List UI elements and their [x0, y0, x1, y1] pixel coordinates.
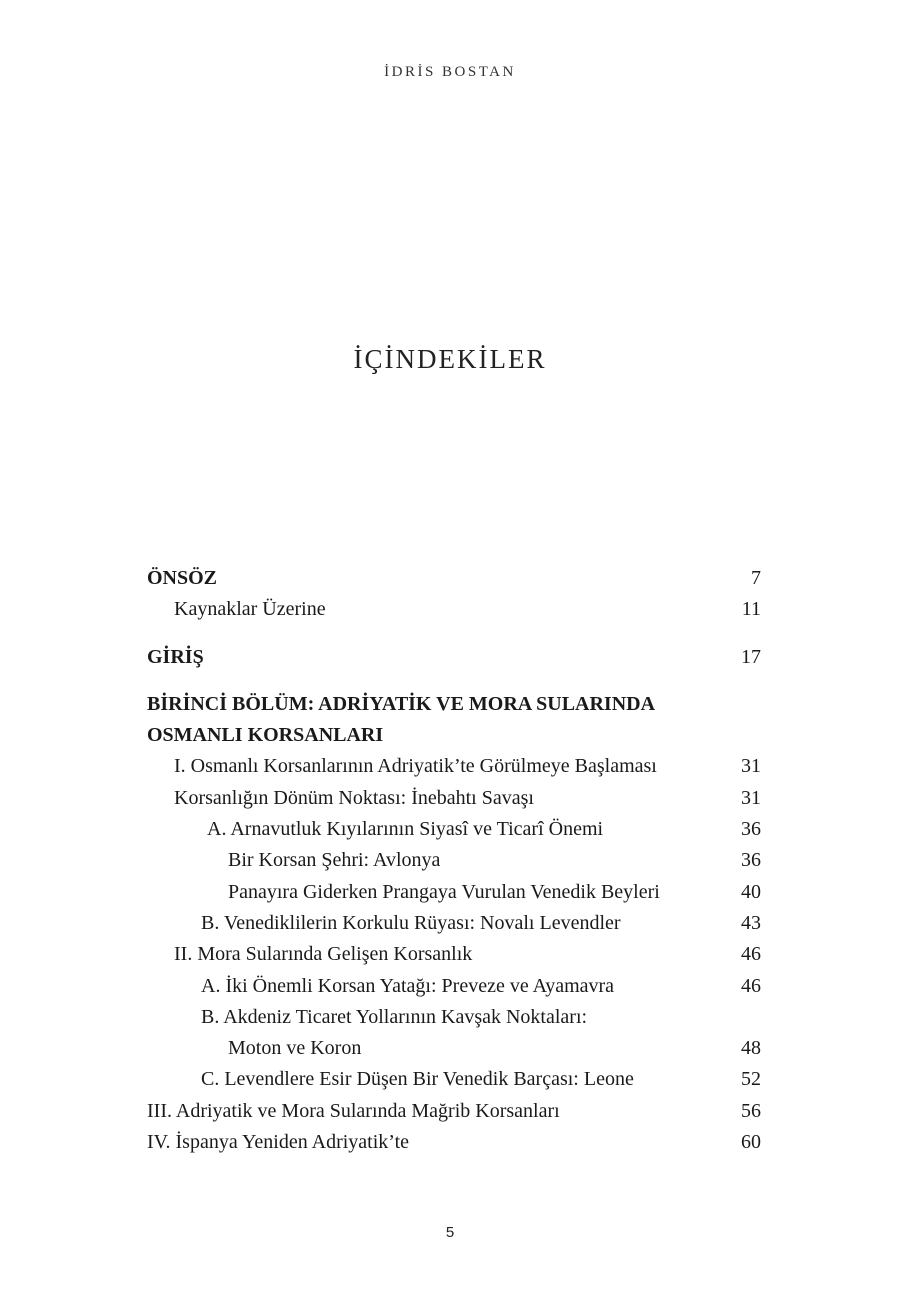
toc-entry-page: 60 [741, 1131, 761, 1154]
toc-entry-label: B. Akdeniz Ticaret Yollarının Kavşak Noktaları: [201, 1005, 588, 1028]
toc-entry [147, 594, 761, 625]
toc-entry-page: 46 [741, 943, 761, 966]
toc-entry [147, 908, 761, 939]
toc-entry-label: C. Levendlere Esir Düşen Bir Venedik Barçası: Leone [201, 1068, 634, 1091]
toc-entry-page: 52 [741, 1068, 761, 1091]
toc-entry-label: OSMANLI KORSANLARI [147, 724, 384, 747]
toc-entry-label: BİRİNCİ BÖLÜM: ADRİYATİK VE MORA SULARINDA [147, 692, 656, 715]
toc-entry-page: 36 [741, 849, 761, 872]
toc-entry [147, 845, 761, 876]
toc-entry-page: 40 [741, 880, 761, 903]
running-head: İDRİS BOSTAN [384, 64, 516, 80]
toc-entry [147, 783, 761, 814]
toc-entry-page: 43 [741, 911, 761, 934]
toc-entry-label: II. Mora Sularında Gelişen Korsanlık [174, 943, 473, 966]
toc-entry-label: Bir Korsan Şehri: Avlonya [228, 849, 441, 872]
toc-entry-label: ÖNSÖZ [147, 567, 218, 589]
toc-entry-label: Moton ve Koron [228, 1037, 362, 1060]
toc-entry [147, 971, 761, 1002]
toc-entry-label: III. Adriyatik ve Mora Sularında Mağrib Korsanları [147, 1099, 560, 1122]
table-of-contents [147, 563, 761, 1158]
toc-entry-label: I. Osmanlı Korsanlarının Adriyatik’te Görülmeye Başlaması [174, 755, 657, 778]
toc-entry [147, 939, 761, 970]
toc-entry-page: 31 [741, 755, 761, 778]
toc-entry [147, 1096, 761, 1127]
toc-entry-label: A. İki Önemli Korsan Yatağı: Preveze ve Ayamavra [201, 974, 615, 997]
toc-entry-label: IV. İspanya Yeniden Adriyatik’te [147, 1131, 410, 1154]
toc-entry [147, 814, 761, 845]
toc-entry-label: Korsanlığın Dönüm Noktası: İnebahtı Savaşı [174, 786, 534, 809]
toc-entry-page: 7 [751, 567, 761, 589]
toc-entry-page: 56 [741, 1099, 761, 1122]
toc-entry [147, 720, 761, 751]
toc-entry [147, 877, 761, 908]
toc-entry-label: Panayıra Giderken Prangaya Vurulan Venedik Beyleri [228, 880, 660, 903]
page-title: İÇİNDEKİLER [353, 344, 547, 374]
toc-entry-page: 46 [741, 974, 761, 997]
toc-entry-label: A. Arnavutluk Kıyılarının Siyasî ve Ticarî Önemi [207, 818, 604, 841]
page-number: 5 [445, 1224, 455, 1241]
toc-entry [147, 689, 761, 720]
toc-entry [147, 751, 761, 782]
toc-entry-page: 11 [741, 598, 761, 621]
toc-entry [147, 1064, 761, 1095]
toc-entry-label: Kaynaklar Üzerine [174, 598, 326, 621]
toc-entry-page: 31 [741, 786, 761, 809]
toc-entry [147, 1002, 761, 1033]
toc-entry-label: GİRİŞ [147, 645, 204, 668]
toc-entry [147, 1127, 761, 1158]
toc-entry-page: 36 [741, 818, 761, 841]
toc-entry-label: B. Venediklilerin Korkulu Rüyası: Novalı Levendler [201, 911, 621, 934]
toc-entry [147, 563, 761, 594]
toc-entry [147, 642, 761, 673]
toc-entry [147, 1033, 761, 1064]
toc-entry-page: 48 [741, 1037, 761, 1060]
toc-entry-page: 17 [741, 645, 761, 668]
